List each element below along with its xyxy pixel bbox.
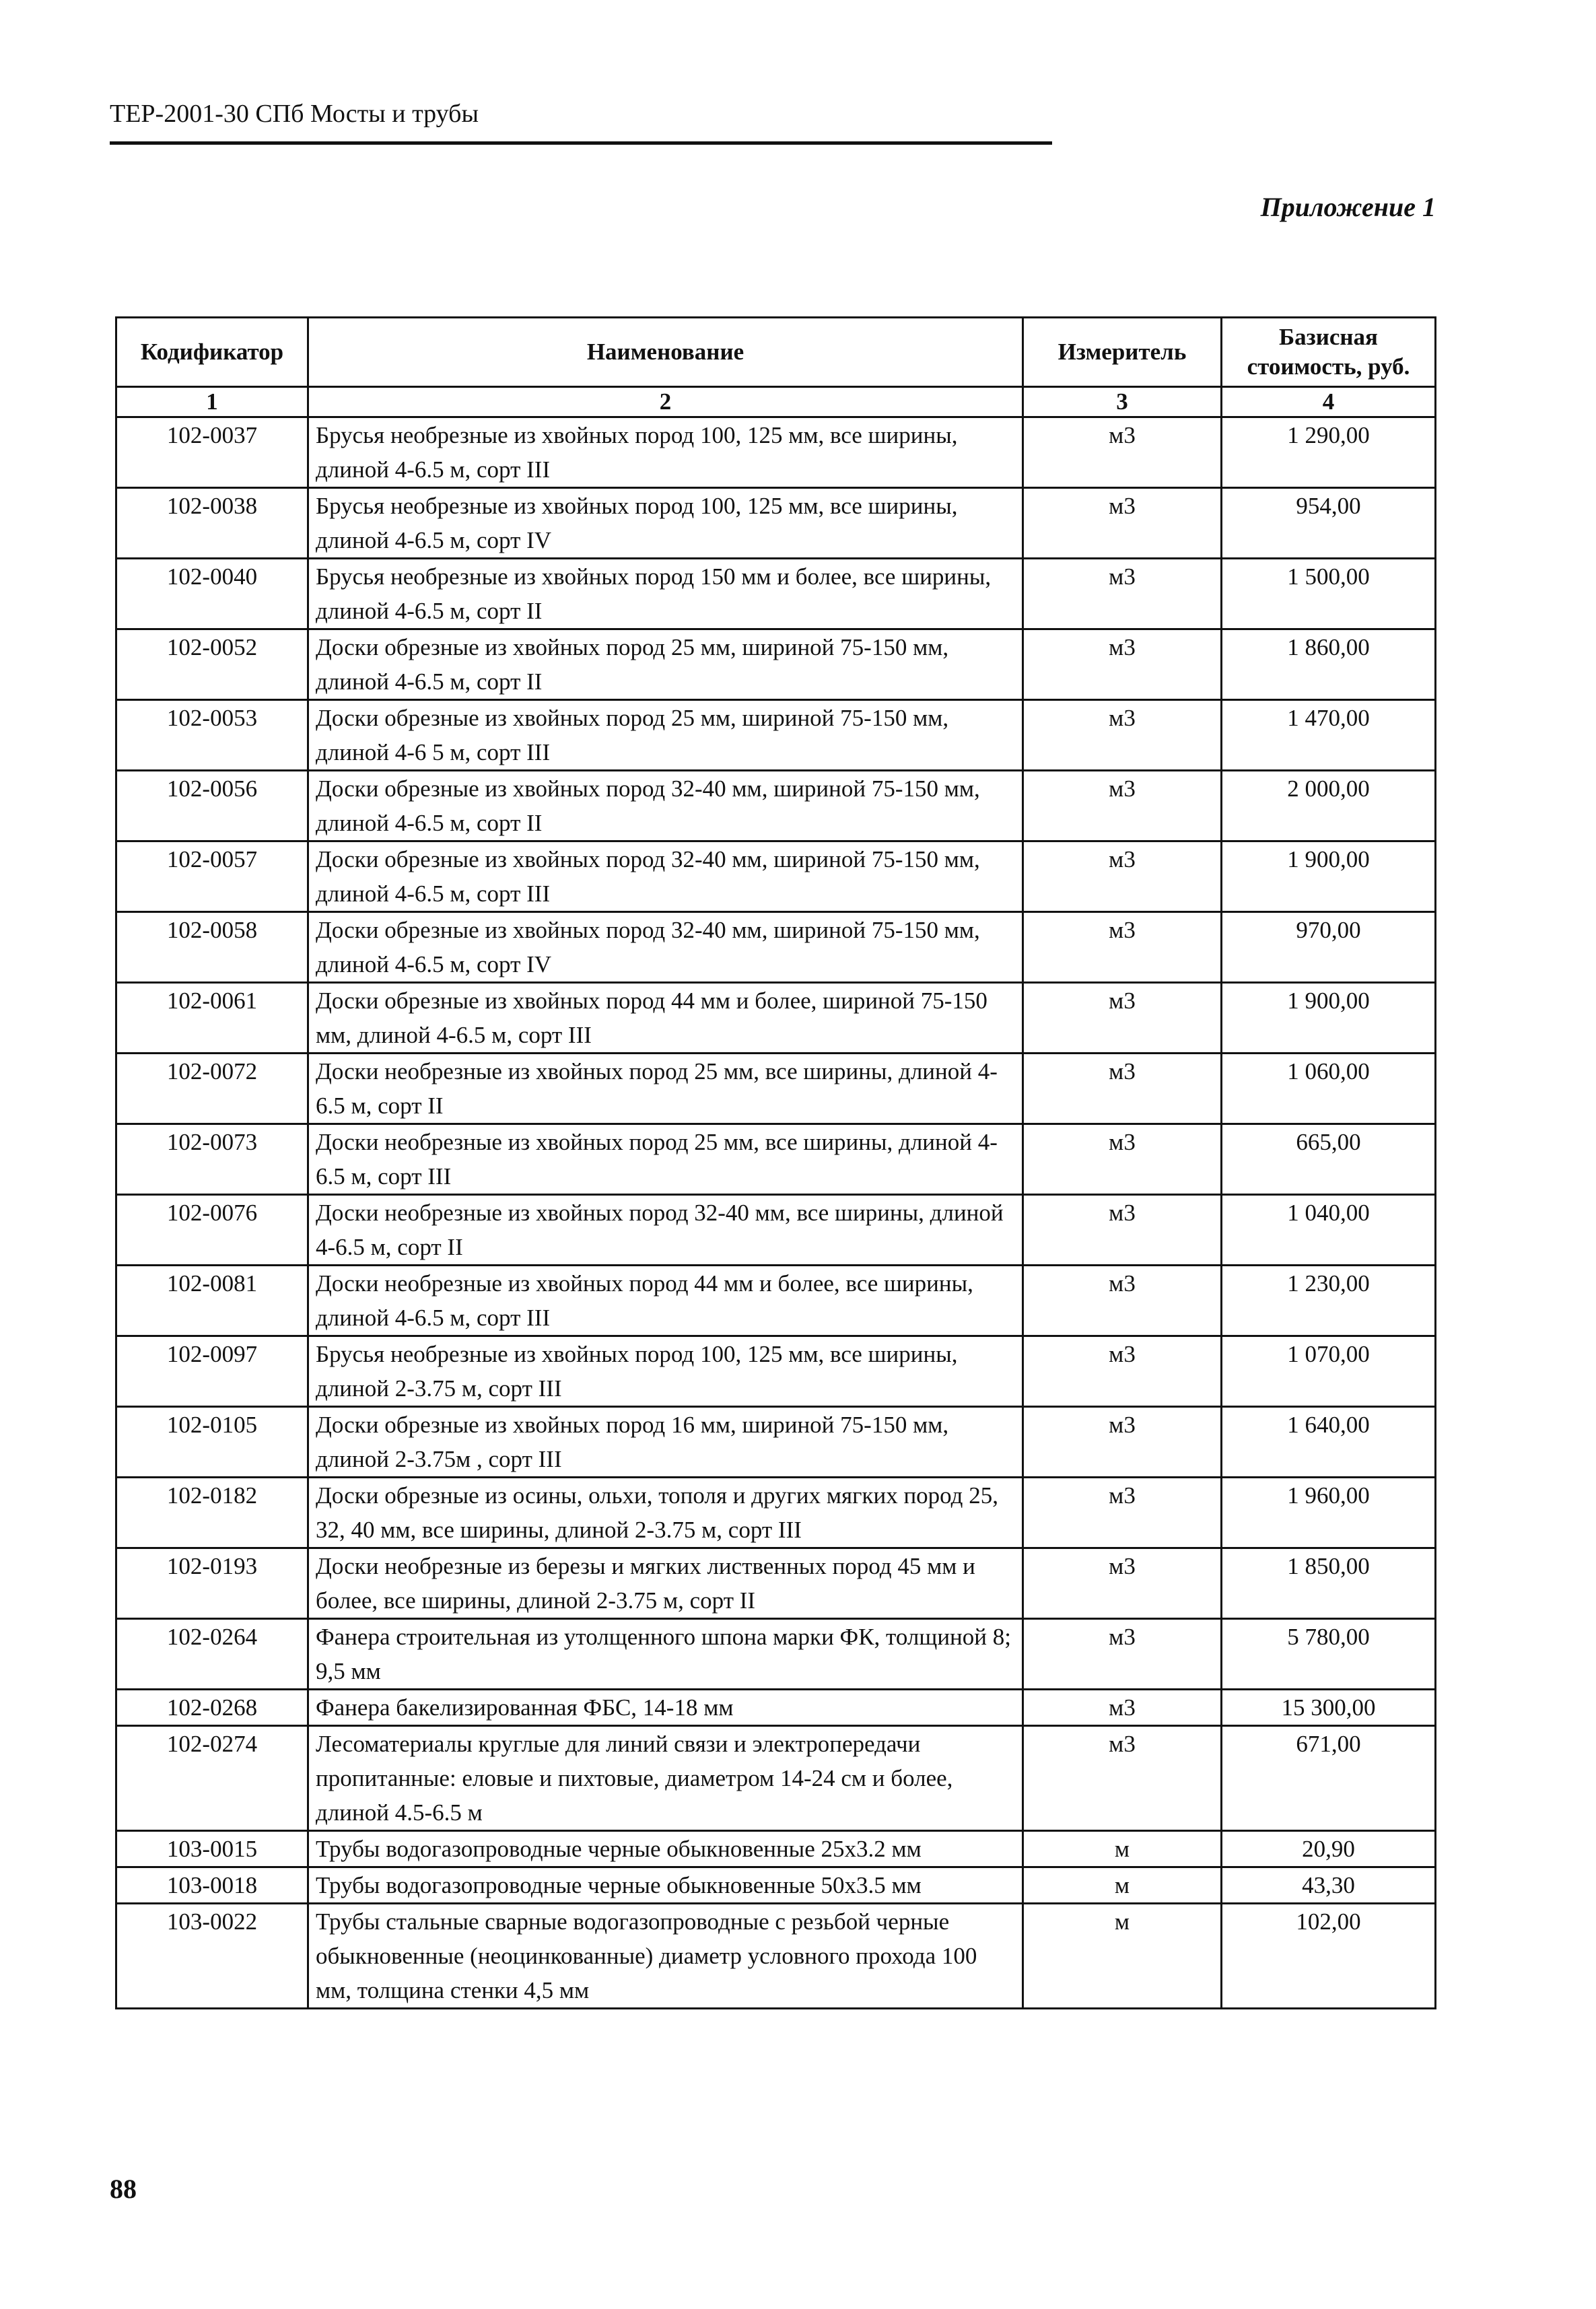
table-row xyxy=(116,1726,1436,1831)
row-code: 102-0193 xyxy=(116,1548,308,1619)
table-row xyxy=(116,771,1436,841)
row-name: Доски обрезные из хвойных пород 25 мм, шириной 75-150 мм, длиной 4-6.5 м, сорт II xyxy=(308,629,1023,700)
row-price: 20,90 xyxy=(1222,1831,1436,1867)
row-code: 102-0274 xyxy=(116,1726,308,1831)
row-price: 954,00 xyxy=(1222,488,1436,559)
row-code: 103-0015 xyxy=(116,1831,308,1867)
row-unit: м3 xyxy=(1023,559,1222,629)
page-number: 88 xyxy=(110,2174,137,2204)
row-code: 102-0052 xyxy=(116,629,308,700)
row-code: 102-0053 xyxy=(116,700,308,771)
row-unit: м3 xyxy=(1023,912,1222,983)
row-price: 1 860,00 xyxy=(1222,629,1436,700)
row-name: Доски обрезные из хвойных пород 32-40 мм, шириной 75-150 мм, длиной 4-6.5 м, сорт IV xyxy=(308,912,1023,983)
row-code: 102-0182 xyxy=(116,1478,308,1548)
row-code: 102-0072 xyxy=(116,1054,308,1124)
table-body xyxy=(116,417,1436,2009)
header-rule xyxy=(110,141,1052,145)
table-row xyxy=(116,1548,1436,1619)
row-code: 102-0268 xyxy=(116,1690,308,1726)
document-header-title: ТЕР-2001-30 СПб Мосты и трубы xyxy=(110,100,479,128)
row-code: 102-0076 xyxy=(116,1195,308,1266)
column-number-row xyxy=(116,387,1436,417)
table-row xyxy=(116,629,1436,700)
header-code: Кодификатор xyxy=(116,318,308,387)
table-row xyxy=(116,1478,1436,1548)
row-name: Брусья необрезные из хвойных пород 150 мм и более, все ширины, длиной 4-6.5 м, сорт II xyxy=(308,559,1023,629)
row-price: 15 300,00 xyxy=(1222,1690,1436,1726)
table-row xyxy=(116,1831,1436,1867)
table-row xyxy=(116,559,1436,629)
row-price: 1 640,00 xyxy=(1222,1407,1436,1478)
row-name: Доски необрезные из хвойных пород 32-40 мм, все ширины, длиной 4-6.5 м, сорт II xyxy=(308,1195,1023,1266)
price-table xyxy=(115,316,1436,2009)
row-price: 1 500,00 xyxy=(1222,559,1436,629)
row-unit: м3 xyxy=(1023,841,1222,912)
row-unit: м3 xyxy=(1023,1619,1222,1690)
row-name: Доски обрезные из хвойных пород 44 мм и более, шириной 75-150 мм, длиной 4-6.5 м, сорт III xyxy=(308,983,1023,1054)
row-name: Доски обрезные из хвойных пород 32-40 мм, шириной 75-150 мм, длиной 4-6.5 м, сорт II xyxy=(308,771,1023,841)
header-unit: Измеритель xyxy=(1023,318,1222,387)
row-price: 102,00 xyxy=(1222,1904,1436,2009)
row-code: 102-0264 xyxy=(116,1619,308,1690)
row-unit: м3 xyxy=(1023,1726,1222,1831)
row-price: 1 060,00 xyxy=(1222,1054,1436,1124)
row-unit: м xyxy=(1023,1867,1222,1904)
row-name: Фанера бакелизированная ФБС, 14-18 мм xyxy=(308,1690,1023,1726)
row-unit: м3 xyxy=(1023,1195,1222,1266)
row-code: 102-0058 xyxy=(116,912,308,983)
header-row xyxy=(116,318,1436,387)
row-price: 1 230,00 xyxy=(1222,1266,1436,1336)
table-header xyxy=(116,318,1436,417)
row-name: Доски необрезные из хвойных пород 25 мм, все ширины, длиной 4-6.5 м, сорт III xyxy=(308,1124,1023,1195)
row-price: 671,00 xyxy=(1222,1726,1436,1831)
table-row xyxy=(116,1690,1436,1726)
column-number: 4 xyxy=(1222,387,1436,417)
header-price: Базисная стоимость, руб. xyxy=(1222,318,1436,387)
row-code: 102-0040 xyxy=(116,559,308,629)
row-unit: м xyxy=(1023,1831,1222,1867)
table-row xyxy=(116,1124,1436,1195)
row-name: Доски обрезные из хвойных пород 25 мм, шириной 75-150 мм, длиной 4-6 5 м, сорт III xyxy=(308,700,1023,771)
row-code: 102-0037 xyxy=(116,417,308,488)
row-unit: м3 xyxy=(1023,1336,1222,1407)
row-name: Доски обрезные из осины, ольхи, тополя и других мягких пород 25, 32, 40 мм, все ширины, длиной 2-3.75 м, сорт III xyxy=(308,1478,1023,1548)
row-unit: м3 xyxy=(1023,1548,1222,1619)
row-name: Доски необрезные из хвойных пород 44 мм и более, все ширины, длиной 4-6.5 м, сорт III xyxy=(308,1266,1023,1336)
row-unit: м3 xyxy=(1023,417,1222,488)
row-unit: м3 xyxy=(1023,1690,1222,1726)
row-unit: м3 xyxy=(1023,1407,1222,1478)
row-price: 5 780,00 xyxy=(1222,1619,1436,1690)
row-price: 1 470,00 xyxy=(1222,700,1436,771)
table-row xyxy=(116,983,1436,1054)
row-price: 665,00 xyxy=(1222,1124,1436,1195)
row-unit: м3 xyxy=(1023,1266,1222,1336)
row-unit: м3 xyxy=(1023,700,1222,771)
table-row xyxy=(116,1266,1436,1336)
row-name: Брусья необрезные из хвойных пород 100, 125 мм, все ширины, длиной 4-6.5 м, сорт III xyxy=(308,417,1023,488)
row-unit: м3 xyxy=(1023,629,1222,700)
row-code: 102-0073 xyxy=(116,1124,308,1195)
table-row xyxy=(116,912,1436,983)
column-number: 2 xyxy=(308,387,1023,417)
table-row xyxy=(116,1904,1436,2009)
price-table-container xyxy=(115,316,1434,2009)
row-name: Лесоматериалы круглые для линий связи и электропередачи пропитанные: еловые и пихтовые, диаметром 14-24 см и более, длиной 4.5-6.5 м xyxy=(308,1726,1023,1831)
row-unit: м3 xyxy=(1023,1054,1222,1124)
row-unit: м3 xyxy=(1023,771,1222,841)
row-price: 1 900,00 xyxy=(1222,983,1436,1054)
row-name: Трубы водогазопроводные черные обыкновенные 25х3.2 мм xyxy=(308,1831,1023,1867)
row-name: Доски обрезные из хвойных пород 16 мм, шириной 75-150 мм, длиной 2-3.75м , сорт III xyxy=(308,1407,1023,1478)
row-code: 102-0105 xyxy=(116,1407,308,1478)
table-row xyxy=(116,488,1436,559)
row-name: Трубы стальные сварные водогазопроводные с резьбой черные обыкновенные (неоцинкованные) диаметр условного прохода 100 мм, толщина стенки 4,5 мм xyxy=(308,1904,1023,2009)
table-row xyxy=(116,1054,1436,1124)
row-code: 103-0022 xyxy=(116,1904,308,2009)
row-price: 43,30 xyxy=(1222,1867,1436,1904)
row-name: Доски необрезные из березы и мягких лиственных пород 45 мм и более, все ширины, длиной 2-3.75 м, сорт II xyxy=(308,1548,1023,1619)
row-code: 102-0056 xyxy=(116,771,308,841)
table-row xyxy=(116,1867,1436,1904)
row-name: Брусья необрезные из хвойных пород 100, 125 мм, все ширины, длиной 2-3.75 м, сорт III xyxy=(308,1336,1023,1407)
table-row xyxy=(116,1407,1436,1478)
row-price: 1 900,00 xyxy=(1222,841,1436,912)
row-name: Трубы водогазопроводные черные обыкновенные 50х3.5 мм xyxy=(308,1867,1023,1904)
row-price: 1 290,00 xyxy=(1222,417,1436,488)
row-unit: м xyxy=(1023,1904,1222,2009)
row-price: 1 960,00 xyxy=(1222,1478,1436,1548)
row-code: 102-0061 xyxy=(116,983,308,1054)
row-unit: м3 xyxy=(1023,1478,1222,1548)
table-row xyxy=(116,417,1436,488)
row-name: Доски обрезные из хвойных пород 32-40 мм, шириной 75-150 мм, длиной 4-6.5 м, сорт III xyxy=(308,841,1023,912)
row-name: Доски необрезные из хвойных пород 25 мм, все ширины, длиной 4-6.5 м, сорт II xyxy=(308,1054,1023,1124)
table-row xyxy=(116,1619,1436,1690)
table-row xyxy=(116,841,1436,912)
column-number: 1 xyxy=(116,387,308,417)
appendix-label: Приложение 1 xyxy=(1260,192,1436,222)
row-price: 970,00 xyxy=(1222,912,1436,983)
row-code: 103-0018 xyxy=(116,1867,308,1904)
row-code: 102-0057 xyxy=(116,841,308,912)
row-name: Фанера строительная из утолщенного шпона марки ФК, толщиной 8; 9,5 мм xyxy=(308,1619,1023,1690)
table-row xyxy=(116,700,1436,771)
row-unit: м3 xyxy=(1023,488,1222,559)
row-price: 1 040,00 xyxy=(1222,1195,1436,1266)
table-row xyxy=(116,1336,1436,1407)
row-price: 1 070,00 xyxy=(1222,1336,1436,1407)
row-code: 102-0081 xyxy=(116,1266,308,1336)
column-number: 3 xyxy=(1023,387,1222,417)
row-code: 102-0038 xyxy=(116,488,308,559)
row-price: 2 000,00 xyxy=(1222,771,1436,841)
row-code: 102-0097 xyxy=(116,1336,308,1407)
row-unit: м3 xyxy=(1023,983,1222,1054)
row-price: 1 850,00 xyxy=(1222,1548,1436,1619)
row-name: Брусья необрезные из хвойных пород 100, 125 мм, все ширины, длиной 4-6.5 м, сорт IV xyxy=(308,488,1023,559)
header-name: Наименование xyxy=(308,318,1023,387)
table-row xyxy=(116,1195,1436,1266)
row-unit: м3 xyxy=(1023,1124,1222,1195)
